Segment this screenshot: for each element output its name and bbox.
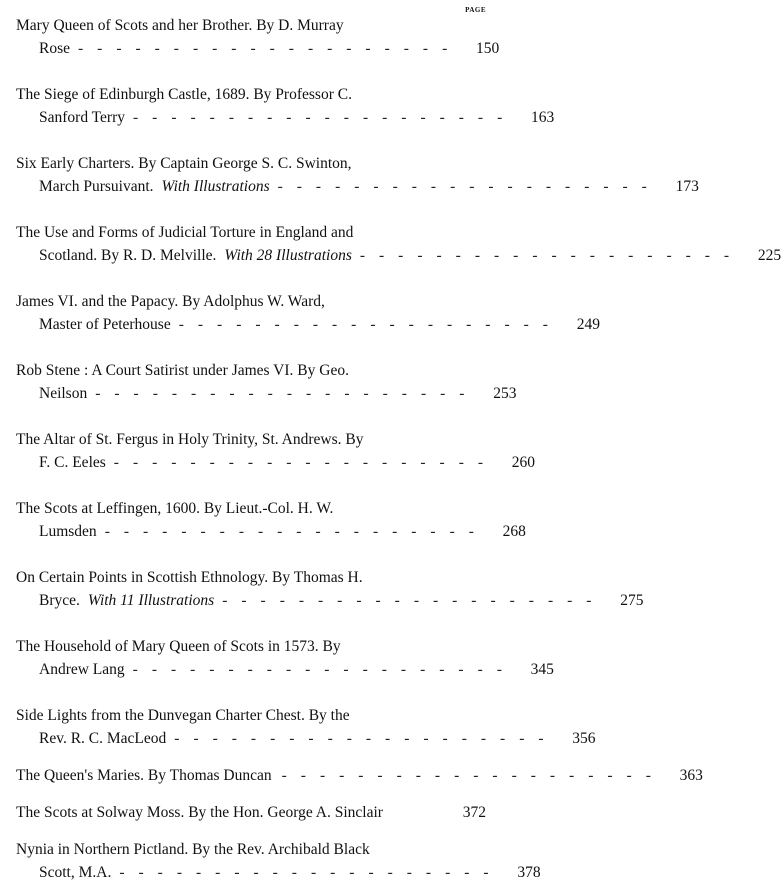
entry-title: The Scots at Leffingen, 1600. By Lieut.-Col. H. W. (16, 500, 334, 517)
toc-entry (16, 428, 536, 474)
toc-entry (16, 566, 644, 612)
entry-title: Six Early Charters. By Captain George S. C. Swinton, (16, 155, 352, 172)
page-number: 173 (675, 178, 699, 195)
table-of-contents (16, 14, 781, 884)
toc-entry (16, 801, 486, 824)
toc-entry (16, 497, 526, 543)
leader-dots: -------------------- (178, 316, 562, 333)
entry-title-cont: Neilson (39, 385, 88, 402)
entry-title-cont: March Pursuivant. (39, 178, 154, 195)
toc-entry (16, 14, 500, 60)
illustrations-note: With Illustrations (161, 178, 270, 195)
page-number: 253 (493, 385, 517, 402)
entry-title-cont: F. C. Eeles (39, 454, 106, 471)
leader-dots: -------------------- (281, 767, 665, 784)
toc-entry (16, 838, 541, 884)
leader-dots: -------------------- (104, 523, 488, 540)
leader-dots: -------------------- (95, 385, 479, 402)
entry-title: On Certain Points in Scottish Ethnology. By Thomas H. (16, 569, 363, 586)
toc-entry (16, 704, 596, 750)
toc-entry (16, 764, 703, 787)
leader-dots: -------------------- (222, 592, 606, 609)
illustrations-note: With 28 Illustrations (224, 247, 352, 264)
entry-title-cont: Rose (39, 40, 70, 57)
leader-dots: -------------------- (277, 178, 661, 195)
page-number: 275 (620, 592, 644, 609)
toc-entry (16, 359, 517, 405)
page-number: 260 (511, 454, 536, 471)
entry-title: Rob Stene : A Court Satirist under James VI. By Geo. (16, 362, 349, 379)
illustrations-note: With 11 Illustrations (87, 592, 215, 609)
toc-entry (16, 221, 781, 267)
page-number: 249 (576, 316, 600, 333)
entry-title: The Household of Mary Queen of Scots in 1573. By (16, 638, 341, 655)
page-number: 150 (475, 40, 500, 57)
leader-dots: -------------------- (359, 247, 744, 264)
page-number: 345 (530, 661, 554, 678)
leader-dots: -------------------- (119, 864, 503, 881)
toc-entry (16, 152, 699, 198)
leader-dots: -------------------- (174, 730, 558, 747)
entry-title: Nynia in Northern Pictland. By the Rev. Archibald Black (16, 841, 370, 858)
entry-title: The Queen's Maries. By Thomas Duncan (16, 767, 272, 784)
entry-title: The Siege of Edinburgh Castle, 1689. By Professor C. (16, 86, 352, 103)
entry-title: Mary Queen of Scots and her Brother. By D. Murray (16, 17, 344, 34)
page-number: 372 (462, 804, 486, 821)
entry-title: James VI. and the Papacy. By Adolphus W. Ward, (16, 293, 325, 310)
leader-dots: -------------------- (132, 661, 516, 678)
entry-title: Side Lights from the Dunvegan Charter Chest. By the (16, 707, 350, 724)
leader-dots: -------------------- (78, 40, 462, 57)
entry-title-cont: Scotland. By R. D. Melville. (39, 247, 217, 264)
page-number: 378 (517, 864, 541, 881)
leader-dots: -------------------- (113, 454, 498, 471)
entry-title: The Altar of St. Fergus in Holy Trinity, St. Andrews. By (16, 431, 364, 448)
entry-title-cont: Master of Peterhouse (39, 316, 171, 333)
leader-dots: -------------------- (133, 109, 517, 126)
page-number: 363 (679, 767, 703, 784)
entry-title-cont: Rev. R. C. MacLeod (39, 730, 167, 747)
page-number: 225 (757, 247, 781, 264)
toc-entry (16, 290, 600, 336)
entry-title: The Use and Forms of Judicial Torture in England and (16, 224, 354, 241)
toc-entry (16, 635, 554, 681)
entry-title: The Scots at Solway Moss. By the Hon. George A. Sinclair (16, 804, 383, 821)
entry-title-cont: Andrew Lang (39, 661, 125, 678)
entry-title-cont: Sanford Terry (39, 109, 126, 126)
page-column-label: PAGE (465, 6, 486, 14)
toc-entry (16, 83, 555, 129)
page-number: 268 (502, 523, 526, 540)
entry-title-cont: Lumsden (39, 523, 97, 540)
entry-title-cont: Bryce. (39, 592, 80, 609)
page-number: 163 (531, 109, 555, 126)
entry-title-cont: Scott, M.A. (39, 864, 112, 881)
page-number: 356 (572, 730, 596, 747)
